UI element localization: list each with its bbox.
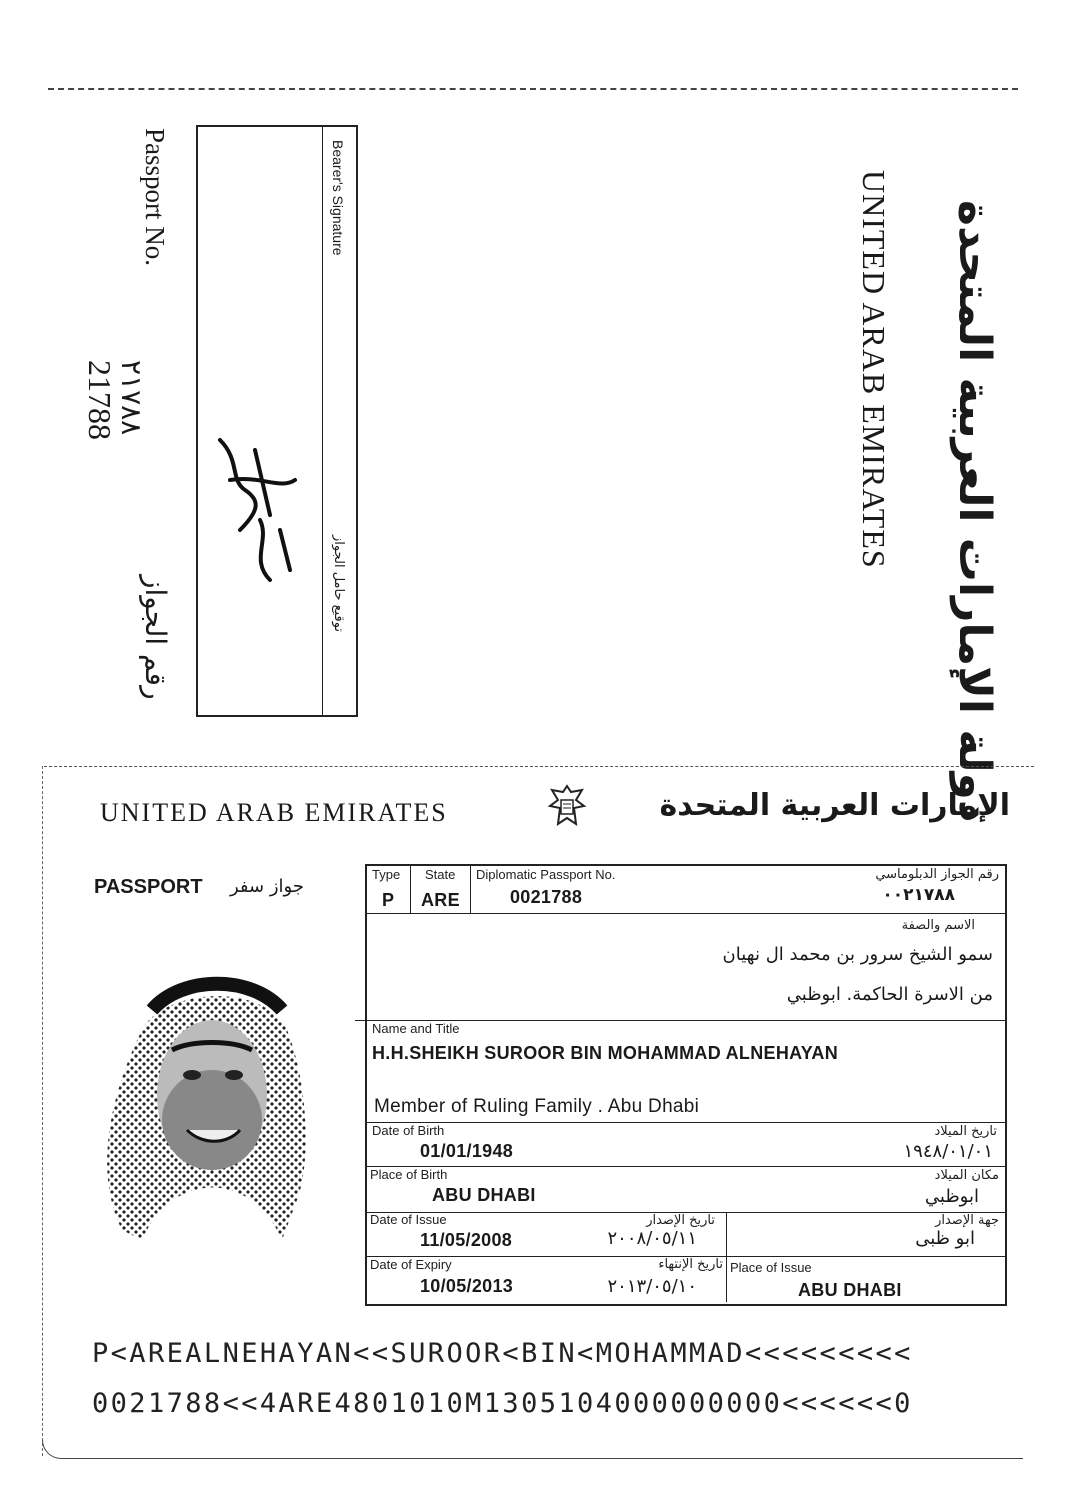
doe-label: Date of Expiry <box>370 1257 452 1272</box>
lower-page-left-edge <box>42 766 43 1456</box>
state-value: ARE <box>421 890 460 910</box>
row-line-4 <box>367 1166 1005 1167</box>
passport-no-label: Passport No. <box>140 128 170 267</box>
pob-value: ABU DHABI <box>432 1185 536 1205</box>
doi-value-arabic: ٢٠٠٨/٠٥/١١ <box>607 1228 697 1249</box>
passport-label: PASSPORT <box>94 876 203 898</box>
type-divider <box>410 864 411 914</box>
pob-label-arabic: مكان الميلاد <box>934 1168 999 1183</box>
header-country-en: UNITED ARAB EMIRATES <box>100 798 448 827</box>
passport-no-arabic: ٢١٧٨٨ <box>115 360 148 436</box>
issuer-value-arabic: ابو ظبى <box>915 1228 975 1249</box>
lower-page-bottom-edge <box>42 1440 1023 1459</box>
bearer-signature <box>200 420 310 590</box>
bearer-signature-label: Bearer's Signature <box>330 140 346 256</box>
row-line-3 <box>367 1122 1005 1123</box>
dob-label-arabic: تاريخ الميلاد <box>934 1124 997 1139</box>
issuer-label-arabic: جهة الإصدار <box>935 1213 999 1228</box>
issue-divider <box>726 1212 727 1302</box>
dob-label: Date of Birth <box>372 1123 445 1138</box>
doe-value-arabic: ٢٠١٣/٠٥/١٠ <box>607 1276 697 1297</box>
dob-value-arabic: ١٩٤٨/٠١/٠١ <box>903 1141 993 1162</box>
type-value: P <box>382 890 395 910</box>
poi-label: Place of Issue <box>730 1260 812 1275</box>
passport-label-arabic: جواز سفر <box>230 876 304 897</box>
name-arabic-line1: سمو الشيخ سرور بن محمد ال نهيان <box>722 944 993 965</box>
row-line-1 <box>367 913 1005 914</box>
name-arabic-line2: من الاسرة الحاكمة. ابوظبي <box>786 984 993 1005</box>
state-divider <box>470 864 471 914</box>
header-country-ar: الإمارات العربية المتحدة <box>659 788 1010 823</box>
pob-label: Place of Birth <box>370 1167 448 1182</box>
name-value: H.H.SHEIKH SUROOR BIN MOHAMMAD ALNEHAYAN <box>372 1043 839 1063</box>
mrz-line-2: 0021788<<4ARE4801010M1305104000000000<<<<<<0 <box>92 1388 913 1419</box>
passport-no-latin: 21788 <box>82 360 118 440</box>
doi-label-arabic: تاريخ الإصدار <box>646 1213 715 1228</box>
mrz-line-1: P<AREALNEHAYAN<<SUROOR<BIN<MOHAMMAD<<<<<<<<< <box>92 1338 913 1369</box>
bearer-photo <box>82 970 322 1260</box>
doe-value: 10/05/2013 <box>420 1276 514 1296</box>
dipl-value: 0021788 <box>510 887 583 907</box>
signature-box-divider <box>322 125 323 715</box>
dob-value: 01/01/1948 <box>420 1141 514 1161</box>
dipl-label-arabic: رقم الجواز الدبلوماسي <box>875 867 999 882</box>
pob-value-arabic: ابوظبي <box>924 1186 979 1207</box>
lower-page-top-edge <box>44 766 1034 767</box>
doi-value: 11/05/2008 <box>420 1230 513 1250</box>
bearer-signature-label-arabic: توقيع حامل الجواز <box>331 535 346 633</box>
upper-country-ar: دولة الإمارات العربية المتحدة <box>949 200 1000 823</box>
name-label: Name and Title <box>372 1021 460 1036</box>
dipl-value-arabic: ٠٠٢١٧٨٨ <box>882 885 955 905</box>
passport-no-label-arabic: رقم الجواز <box>139 575 172 700</box>
name-label-arabic: الاسم والصفة <box>901 918 975 933</box>
upper-country-en: UNITED ARAB EMIRATES <box>856 170 892 569</box>
dipl-label: Diplomatic Passport No. <box>476 867 616 882</box>
title-value: Member of Ruling Family . Abu Dhabi <box>374 1096 700 1117</box>
doi-label: Date of Issue <box>370 1212 447 1227</box>
state-label: State <box>425 867 456 882</box>
doe-label-arabic: تاريخ الإنتهاء <box>658 1257 723 1272</box>
uae-emblem <box>546 784 588 828</box>
type-label: Type <box>372 867 401 882</box>
top-page-edge <box>48 88 1018 90</box>
poi-value: ABU DHABI <box>798 1280 902 1300</box>
